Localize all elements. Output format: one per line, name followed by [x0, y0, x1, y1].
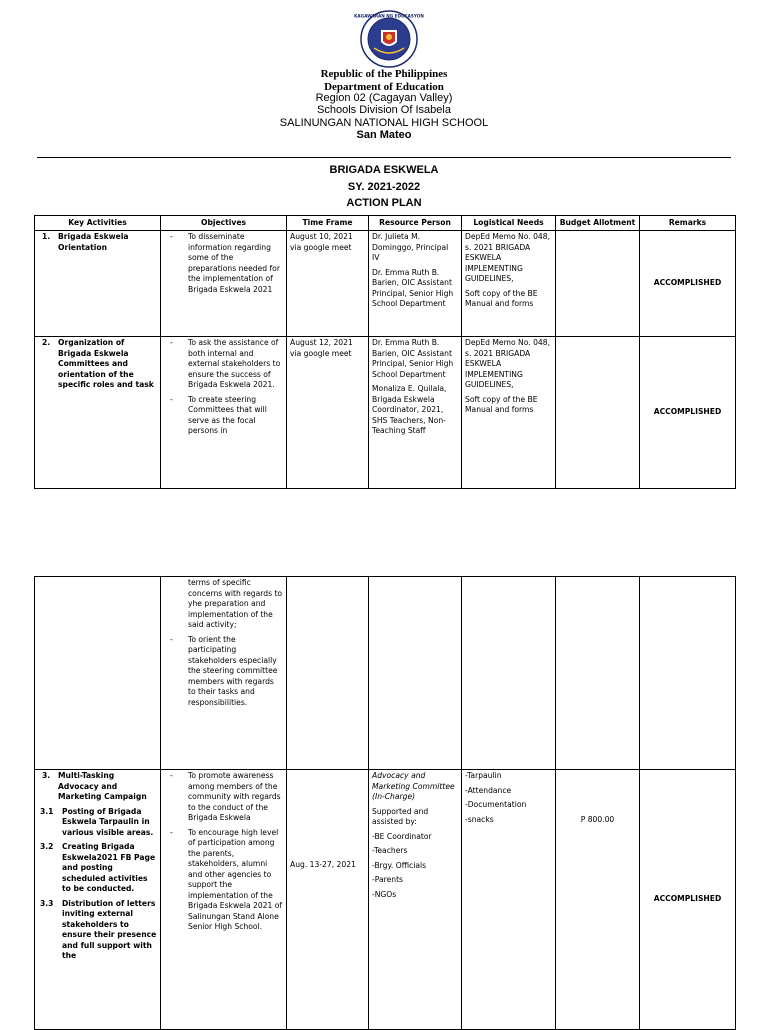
action-plan-table	[34, 215, 736, 489]
activity-number: 2.	[42, 338, 51, 347]
objectives-cell: terms of specific concerns with regards to yhe preparation and implementation of the said activity; - To orient the participating stakeholders especially the steering committee members with regards to their tasks and responsibilities.	[161, 577, 287, 770]
table-row	[35, 577, 736, 770]
col-header-budget-allotment: Budget Allotment	[556, 216, 640, 231]
col-header-logistical-needs: Logistical Needs	[462, 216, 556, 231]
time-frame-text: Aug. 13-27, 2021	[290, 859, 356, 869]
header-division: Schools Division Of Isabela	[317, 104, 451, 116]
budget-text: P 800.00	[580, 815, 615, 824]
resource-person-text: Dr. Julieta M. Dominggo, Principal IV	[372, 232, 449, 262]
resource-person-italic: Advocacy and Marketing Committee (In-Charge)	[372, 771, 455, 801]
table-row	[35, 231, 736, 337]
deped-seal-logo	[354, 10, 424, 68]
activity-text: Brigada Eskwela Orientation	[58, 232, 129, 252]
logistics-text: -snacks	[465, 814, 494, 824]
resource-person-text: -Brgy. Officials	[372, 860, 427, 870]
activity-number: 1.	[42, 232, 51, 241]
action-plan-table-continued	[34, 576, 736, 1030]
table-row	[35, 770, 736, 1030]
budget-cell	[556, 770, 640, 1030]
logistics-text: -Documentation	[465, 800, 527, 809]
resource-person-text: Dr. Emma Ruth B. Barien, OIC Assistant Principal, Senior High School Department	[372, 338, 454, 379]
logistics-text: Soft copy of the BE Manual and forms	[465, 394, 538, 414]
col-header-key-activities: Key Activities	[35, 216, 161, 231]
logistical-needs-cell	[462, 770, 556, 1030]
objective-text: To encourage high level of participation among the parents, stakeholders, alumni and other agencies to support the implementation of the Brigada Eskwela 2021 of Salinungan Stand Alone Senior High School.	[188, 827, 283, 931]
resource-person-text: Dr. Emma Ruth B. Barien, OIC Assistant Principal, Senior High School Department	[372, 267, 454, 308]
remarks-cell: ACCOMPLISHED	[640, 337, 736, 489]
logistics-text: DepEd Memo No. 048, s. 2021 BRIGADA ESKWELA IMPLEMENTING GUIDELINES,	[465, 232, 550, 283]
logistics-text: Soft copy of the BE Manual and forms	[465, 288, 538, 308]
budget-cell	[556, 231, 640, 337]
subactivity-number: 3.1	[40, 806, 54, 816]
logistical-needs-cell	[462, 231, 556, 337]
subactivity-number: 3.3	[40, 898, 54, 908]
resource-person-cell	[369, 577, 462, 770]
table-header-row	[35, 216, 736, 231]
doc-school-year: SY. 2021-2022	[347, 181, 421, 193]
key-activity-cell	[35, 577, 161, 770]
resource-person-cell	[369, 770, 462, 1030]
objective-text: To disseminate information regarding some of the preparations needed for the implementation of Brigada Eskwela 2021	[188, 232, 280, 294]
resource-person-cell	[369, 231, 462, 337]
header-department: Department of Education	[324, 81, 444, 93]
subactivity-text: Distribution of letters inviting external stakeholders to ensure their presence and full support with the	[62, 898, 157, 960]
objective-text: terms of specific concerns with regards to yhe preparation and implementation of the said activity;	[188, 578, 283, 629]
header-divider	[37, 157, 731, 158]
resource-person-cell	[369, 337, 462, 489]
doc-title: BRIGADA ESKWELA	[329, 164, 439, 176]
logistical-needs-cell	[462, 337, 556, 489]
activity-text: Multi-Tasking Advocacy and Marketing Campaign	[58, 771, 147, 801]
objectives-cell: - To ask the assistance of both internal and external stakeholders to ensure the success of Brigada Eskwela 2021. - To create steering Committees that will serve as the focal persons in	[161, 337, 287, 489]
doc-subtitle: ACTION PLAN	[346, 197, 422, 209]
header-region: Region 02 (Cagayan Valley)	[315, 92, 453, 104]
svg-text:KAGAWARAN NG EDUKASYON: KAGAWARAN NG EDUKASYON	[354, 13, 424, 19]
key-activity-cell	[35, 231, 161, 337]
objective-text: To create steering Committees that will serve as the focal persons in	[188, 394, 267, 435]
budget-cell	[556, 577, 640, 770]
remarks-cell	[640, 577, 736, 770]
key-activity-cell	[35, 770, 161, 1030]
objectives-cell: - To promote awareness among members of the community with regards to the conduct of the Brigada Eskwela - To encourage high level of participation among the parents, stakeholders, alumni and other agencies to support the implementation of the Brigada Eskwela 2021 of Salinungan Stand Alone Senior High School.	[161, 770, 287, 1030]
logistics-text: -Attendance	[465, 785, 512, 795]
objective-text: To orient the participating stakeholders especially the steering committee members with regards to their tasks and responsibilities.	[188, 634, 278, 707]
objectives-cell: - To disseminate information regarding some of the preparations needed for the implementation of Brigada Eskwela 2021	[161, 231, 287, 337]
subactivity-number: 3.2	[40, 842, 54, 851]
table-row	[35, 337, 736, 489]
time-frame-cell: August 12, 2021 via google meet	[287, 337, 369, 489]
resource-person-text: -BE Coordinator	[372, 831, 432, 841]
time-frame-cell: August 10, 2021 via google meet	[287, 231, 369, 337]
logistics-text: DepEd Memo No. 048, s. 2021 BRIGADA ESKWELA IMPLEMENTING GUIDELINES,	[465, 338, 550, 389]
key-activity-cell	[35, 337, 161, 489]
logistics-text: -Tarpaulin	[465, 771, 502, 780]
header-school: SALINUNGAN NATIONAL HIGH SCHOOL	[279, 117, 489, 129]
col-header-objectives: Objectives	[161, 216, 287, 231]
time-frame-cell	[287, 577, 369, 770]
budget-cell	[556, 337, 640, 489]
col-header-resource-person: Resource Person	[369, 216, 462, 231]
resource-person-text: -NGOs	[372, 889, 397, 899]
logistical-needs-cell	[462, 577, 556, 770]
activity-text: Organization of Brigada Eskwela Committees and orientation of the specific roles and task	[58, 338, 154, 389]
header-republic: Republic of the Philippines	[320, 68, 448, 80]
resource-person-text: Supported and assisted by:	[372, 806, 429, 826]
subactivity-text: Creating Brigada Eskwela2021 FB Page and posting scheduled activities to be conducted.	[62, 842, 156, 893]
time-frame-cell	[287, 770, 369, 1030]
objective-text: To ask the assistance of both internal and external stakeholders to ensure the success of Brigada Eskwela 2021.	[188, 338, 281, 389]
resource-person-text: Monaliza E. Quilala, Brigada Eskwela Coordinator, 2021, SHS Teachers, Non-Teaching Staff	[372, 384, 447, 435]
remarks-cell: ACCOMPLISHED	[640, 231, 736, 337]
remarks-cell: ACCOMPLISHED	[640, 770, 736, 1030]
subactivity-text: Posting of Brigada Eskwela Tarpaulin in various visible areas.	[62, 806, 154, 837]
activity-number: 3.	[42, 771, 51, 780]
resource-person-text: -Teachers	[372, 846, 408, 855]
header-location: San Mateo	[356, 129, 412, 141]
objective-text: To promote awareness among members of the community with regards to the conduct of the Brigada Eskwela	[188, 771, 281, 822]
resource-person-text: -Parents	[372, 875, 404, 884]
col-header-time-frame: Time Frame	[287, 216, 369, 231]
col-header-remarks: Remarks	[640, 216, 736, 231]
